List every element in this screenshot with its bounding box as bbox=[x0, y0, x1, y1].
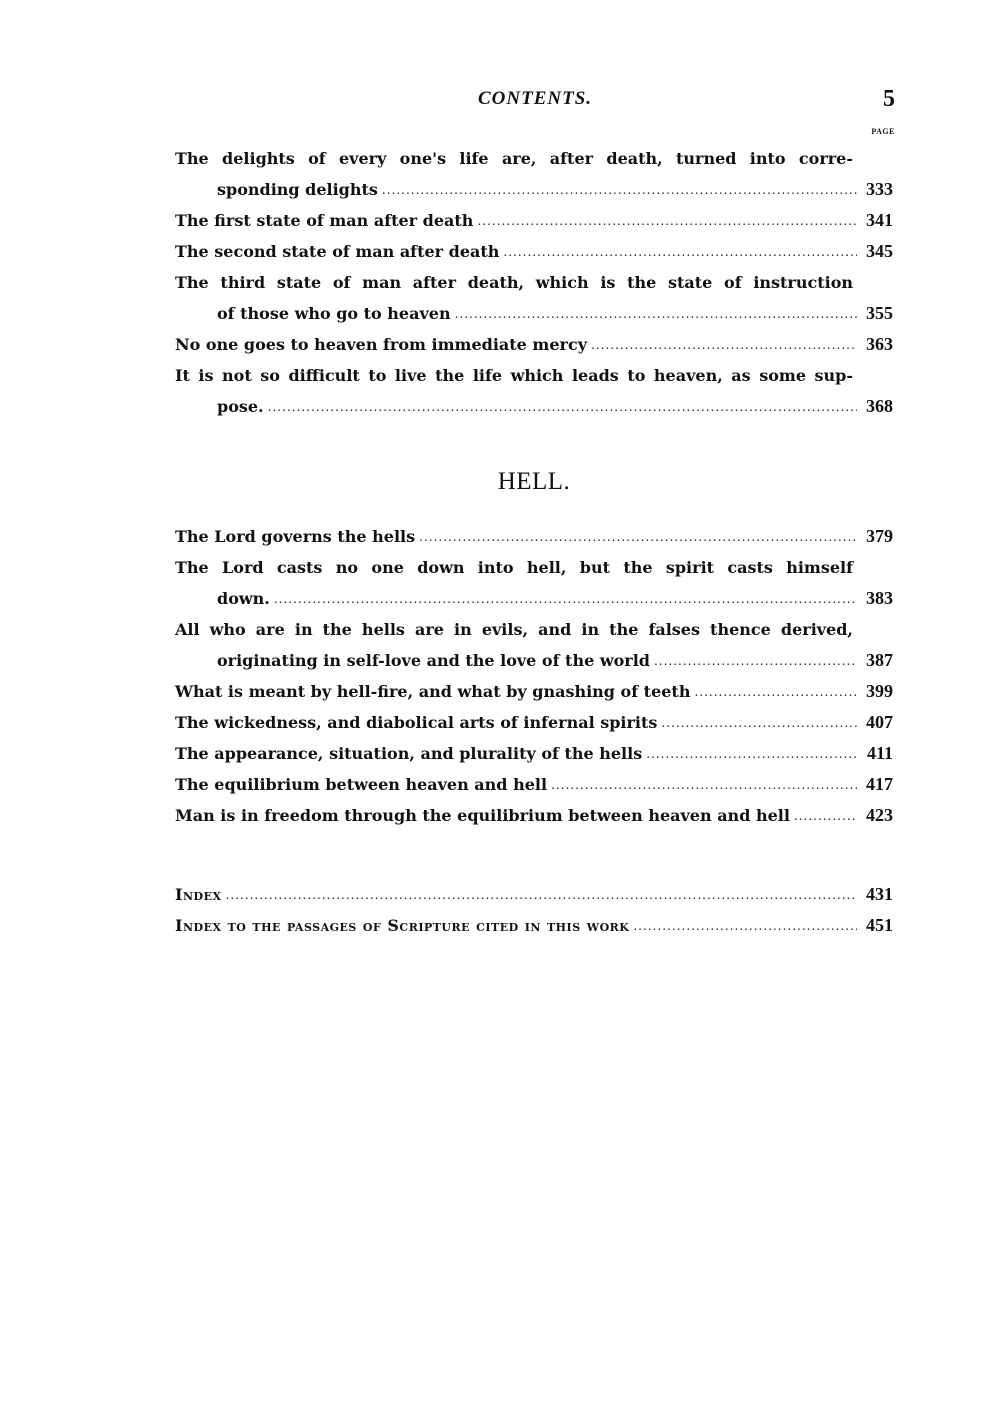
toc-page-number: 355 bbox=[866, 303, 893, 323]
toc-entry-text: originating in self-love and the love of the world bbox=[217, 651, 650, 670]
toc-entry-text: The wickedness, and diabolical arts of infernal spirits bbox=[175, 713, 658, 732]
toc-page-number: 411 bbox=[866, 743, 893, 763]
leader-dots bbox=[633, 918, 857, 934]
toc-entry-line bbox=[175, 583, 893, 614]
toc-entry bbox=[175, 614, 893, 676]
leader-dots bbox=[477, 213, 857, 229]
toc-page-number: 379 bbox=[866, 526, 893, 546]
toc-entry bbox=[175, 707, 893, 738]
toc-entry-text: sponding delights bbox=[217, 180, 378, 199]
toc-entry bbox=[175, 267, 893, 329]
toc-entry-line bbox=[175, 800, 893, 831]
toc-entry bbox=[175, 800, 893, 831]
toc-page-number: 451 bbox=[866, 915, 893, 935]
leader-dots bbox=[268, 399, 857, 415]
toc-entry-text: The equilibrium between heaven and hell bbox=[175, 775, 548, 794]
toc-entry-line bbox=[175, 174, 893, 205]
toc-entry-text: No one goes to heaven from immediate mercy bbox=[175, 335, 587, 354]
toc-page-number: 423 bbox=[866, 805, 893, 825]
toc-entry-line bbox=[175, 769, 893, 800]
toc-entry-line bbox=[175, 298, 893, 329]
toc-entry bbox=[175, 910, 893, 941]
toc-entry-text: Man is in freedom through the equilibrium between heaven and hell bbox=[175, 806, 790, 825]
toc-entry bbox=[175, 676, 893, 707]
page-column-label: PAGE bbox=[871, 127, 895, 136]
toc-entry-line bbox=[175, 521, 893, 552]
leader-dots bbox=[654, 653, 857, 669]
toc-page-number: 345 bbox=[866, 241, 893, 261]
toc-entry-line: All who are in the hells are in evils, and in the falses thence derived, bbox=[175, 620, 853, 639]
toc-page-number: 333 bbox=[866, 179, 893, 199]
toc-page-number: 399 bbox=[866, 681, 893, 701]
toc-entry-text: Index bbox=[175, 885, 222, 904]
leader-dots bbox=[226, 887, 858, 903]
toc-entry-text: pose. bbox=[217, 397, 264, 416]
toc-entry-line bbox=[175, 236, 893, 267]
toc-entry-line: The Lord casts no one down into hell, but the spirit casts himself bbox=[175, 558, 853, 577]
toc-index-section bbox=[175, 879, 893, 941]
toc-entry-text: What is meant by hell-fire, and what by gnashing of teeth bbox=[175, 682, 691, 701]
toc-entry bbox=[175, 552, 893, 614]
toc-entry-line bbox=[175, 910, 893, 941]
toc-entry-line bbox=[175, 645, 893, 676]
toc-entry bbox=[175, 521, 893, 552]
toc-entry-text: Index to the passages of Scripture cited in this work bbox=[175, 916, 630, 935]
toc-page-number: 387 bbox=[866, 650, 893, 670]
toc-entry-line bbox=[175, 707, 893, 738]
section-heading-hell: HELL. bbox=[497, 468, 571, 495]
leader-dots bbox=[646, 746, 857, 762]
leader-dots bbox=[551, 777, 857, 793]
toc-entry-text: The first state of man after death bbox=[175, 211, 474, 230]
leader-dots bbox=[455, 306, 857, 322]
leader-dots bbox=[419, 529, 857, 545]
toc-entry-line: The third state of man after death, which is the state of instruction bbox=[175, 273, 853, 292]
toc-page-number: 407 bbox=[866, 712, 893, 732]
page-number: 5 bbox=[883, 86, 895, 112]
page-title: CONTENTS. bbox=[477, 88, 593, 109]
toc-entry-line bbox=[175, 676, 893, 707]
toc-entry bbox=[175, 205, 893, 236]
toc-entry bbox=[175, 738, 893, 769]
toc-heaven-section bbox=[175, 143, 893, 422]
toc-entry bbox=[175, 769, 893, 800]
toc-page-number: 363 bbox=[866, 334, 893, 354]
toc-entry-line: The delights of every one's life are, after death, turned into corre- bbox=[175, 149, 853, 168]
toc-entry bbox=[175, 879, 893, 910]
leader-dots bbox=[661, 715, 857, 731]
toc-entry-text: The appearance, situation, and plurality of the hells bbox=[175, 744, 643, 763]
toc-entry-line bbox=[175, 738, 893, 769]
toc-hell-section bbox=[175, 521, 893, 831]
toc-page-number: 383 bbox=[866, 588, 893, 608]
leader-dots bbox=[274, 591, 857, 607]
toc-entry-line bbox=[175, 205, 893, 236]
leader-dots bbox=[503, 244, 857, 260]
toc-entry-line bbox=[175, 329, 893, 360]
toc-page-number: 341 bbox=[866, 210, 893, 230]
toc-entry-line bbox=[175, 391, 893, 422]
running-head bbox=[175, 88, 895, 118]
toc-entry bbox=[175, 236, 893, 267]
toc-entry-line: It is not so difficult to live the life which leads to heaven, as some sup- bbox=[175, 366, 853, 385]
leader-dots bbox=[794, 808, 857, 824]
leader-dots bbox=[591, 337, 857, 353]
toc-page-number: 431 bbox=[866, 884, 893, 904]
toc-page-number: 368 bbox=[866, 396, 893, 416]
toc-entry bbox=[175, 143, 893, 205]
toc-entry-text: down. bbox=[217, 589, 270, 608]
leader-dots bbox=[382, 182, 857, 198]
toc-entry bbox=[175, 360, 893, 422]
toc-page-number: 417 bbox=[866, 774, 893, 794]
leader-dots bbox=[694, 684, 857, 700]
toc-entry-text: of those who go to heaven bbox=[217, 304, 451, 323]
toc-entry bbox=[175, 329, 893, 360]
toc-entry-line bbox=[175, 879, 893, 910]
toc-entry-text: The Lord governs the hells bbox=[175, 527, 416, 546]
toc-entry-text: The second state of man after death bbox=[175, 242, 500, 261]
